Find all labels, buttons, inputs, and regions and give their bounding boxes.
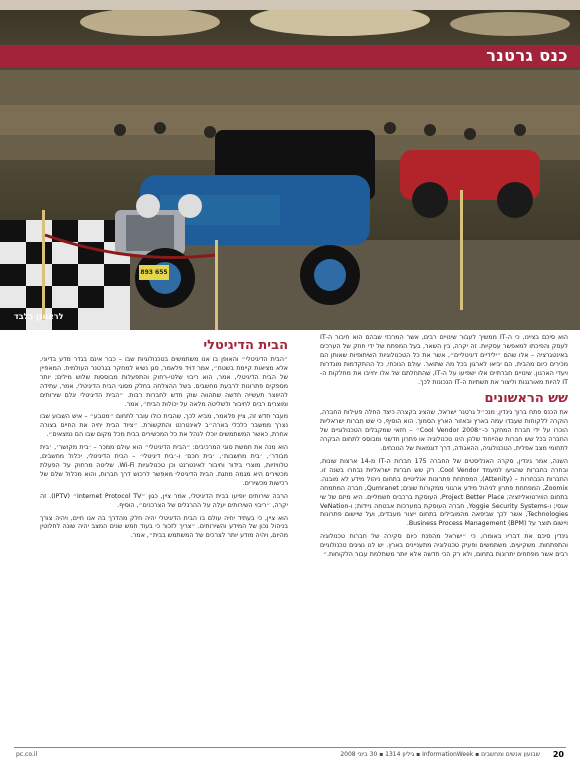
article-column-left — [40, 334, 288, 545]
section-title: כנס גרטנר — [486, 46, 568, 65]
page-number: 20 — [552, 750, 564, 759]
paragraph: הוא סיכם בציינו, כי ה-IT ממשיך לעבור שינויים רבים, אשר המרכזי שבהם הוא חיבור ה-IT לעסק והפיכתו למאפשר עסקיות. זה יקרה, בין השאר, בעל המפתח של ידי חוזק של הערכים באינטגרציה – אלו שהם ״ילידיים דיגיטליים״, אשר את כל הטכנולוגיות השיתופיות שאותן הם מכירים כיום מהבית, הם יביאו לארגון בכל מה שתואר. עולם הנוכחי, כל ההתקדמות מוגדרות ויעדי הארגון. שינויים חברתיים אלו ישפיעו על ה-IT, שהתחלתם של אלו יחייבו את מחלקות ה-IT להיות מאורגנות וליצור את תשתיות ה-IT הנכונות לכך. — [320, 334, 568, 386]
footer-divider — [14, 747, 566, 748]
paragraph: הרבה שירותים יופיעו בבית הדיגיטלי, אמר ציין, כגון ״Internet Protocol TV״ (IPTV). זה יקרה, ״ריבוי השירותים יעלה על ההרגלים של הצרכנים״, הוסיף. — [40, 492, 288, 509]
paragraph: מעבר חדש זה, ציין פלאמר, מביא לכך, שהבית כולו עובר לתחום ״מטבע״ – איש השבוע שבו נצרך ממשבר כלכלי בארה״ב לאינטרנט והתקשורת. ״ציוד הבית יחיה את החיים בצורה אחרת, כאשר המשתמשים יוכלו לנהל את כל המכשירים בבית מכל מקום שבו הם נמצאים״. — [40, 413, 288, 439]
paragraph: הוא מנה את חמשת סוגי המרכיבים: ״הבית הדיגיטלי״ הוא עולם ממכר – ׳בית מקושר׳, ׳בית מבודר׳, ׳בית מחשבות׳, ׳בית חכם׳ ו-׳בית דיגיטלי׳ – הבית הדיגיטלי, יכלול מחשבים, טלוויזיות, מוצרי בידור וחיבור לאינטרנט וכן טכנולוגיות Wi-Fi. שליטה מרחוק על הפעלת מכשירים היא מגמה מוזגת. הבית הדיגיטלי מאפשר לרכוש דרך חברות, והוא מכלול שלם של רכישות מכשירים. — [40, 444, 288, 487]
top-strip — [0, 0, 580, 10]
subheading: הבית הדיגיטלי — [203, 338, 288, 353]
license-plate: 893 655 — [140, 269, 168, 276]
paragraph: הוא ציין, כי בעתיד יחיה עולם בו הבית הדיגיטלי יהיה חלק מהדרך בה אנו חיים, ויהיה צורך בניהול נכון של המידע והשירותים. ״צריך לזכור כי בעוד חמש שנים המצב יהיה שונה לחלוטין מהיום, ויהיה מודע יותר לצרכים של המשתמש בבית״, אמר. — [40, 514, 288, 540]
article-column-right — [320, 334, 568, 564]
photo-credit: לראוונן בלבד — [14, 312, 64, 321]
paragraph: את הכנס פתח ברוך גינדין, מנכ״ל גרטנר ישראל, שהציג בקצרה כיצד החלה פעילות החברה, הוקרה ללקוחות שעבדו עמה בארץ ובאזור הארץ הסמוך. הוא הוסיף, כי שש חברות ישראליות הוכרו על ידי חברת המחקר כ-״Cool Vendor 2008״ – חזאי שמקבלים הטכנולוגיים של החברה בכל שש חברות שהייחוד שלהן הינו טכנולוגיה או פתרון חדשני ומבוסס לתחום הבקרה לתחומי מצב אפלית, הטכנולוגיה, ההאגודה, דרך דוגמאות של הנוכחים. — [320, 409, 568, 453]
page-footer — [0, 747, 580, 763]
paragraph: השנה, אמר גינדין, סקרה האנליסטים של החברה 175 חברות ה-IT מ-14 ארצות שונות, ובחרה בחברות שהגיעו למעמד Cool Vendor. רק שש חברות ישראליות נבחרו בשנה זו. החברות הנבחרות – (Attenity), המפתחת פתרונות אנליטיים בתחום ניהול מידע לא מובנה. Zoomix, המפתחת פתרון לניהול מידע ארגוני ממקורות שונים; Qumranet, חברה המתמחה בתחום הווירטואליזציה; Project Better Place, העוסקת ברכבים חשמליים. היא מיזם של שי אגסי; ו-Yoggie Security Systems, חברה העוסקת במערכות אבטחה ניידות; ו-VeNation Technologies, אשר לכך שביפאה מהמובילים בתחום ייצור מעבדים, ועל שיישום פתרונות ויישום תוצר על Business Process Management (BPM). — [320, 457, 568, 528]
paragraph: גינדין סיכם את דבריו באומרו, כי ״ישראל מהפנת כיום סקירה של חברות טכנולוגיה והתפתחות. משקיעים, משתמשים ופעיק טכנולוגיה מתעניינים בארץ. יש לנו נציגים טכנולוגיים רבים אשר מפתחים יתרונות בתחום, ולא רק הכי חדשה אלא יותר משתלמת עבור הלקוחות.״ — [320, 533, 568, 559]
paragraph: ״הבית הדיגיטלי״ והאופן בו אנו משתמשים בטכנולוגיות שבו – כבר אינם בגדר מדע בדיוני, אלא מציאות קיימת בשטח״, אמר דויד פלאמר, סגן נשיא למחקר בגרטנר העולמית. המאפיין של הבית הדיגיטלי, אמר, הוא ריבוי שלטי-רחוק והתפעלות מבוססות שלוש מילים; יותר מספקים פתרונות לרבעת מחשבים. בשל ההצלחה בחלק מסוגי הבית הדיגיטלי, אמר, עתידה להיווצר תעשייה חדשה שתהווה שוק חדש לחברות רבות. ״הבית הדיגיטלי יגלם שירותים ומוצרים רבים לחיבור ולשליטה מלאה על יכולות הבית״, אמר. — [40, 356, 288, 408]
footer-publication: שבועון אנשים ומחשבים ▪ InformationWeek ▪ גיליון 1314 ▪ 30 ביוני 2008 — [340, 751, 540, 758]
subheading: שש הראשונים — [484, 391, 568, 407]
footer-website: pc.co.il — [16, 751, 38, 758]
